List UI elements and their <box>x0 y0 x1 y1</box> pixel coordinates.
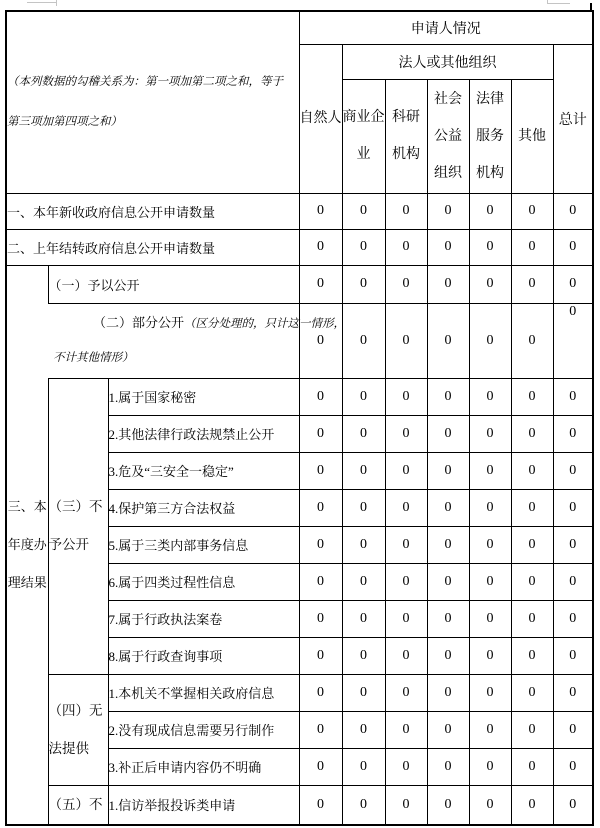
value-cell: 0 <box>553 303 593 378</box>
item-label: 3.补正后申请内容仍不明确 <box>108 748 299 785</box>
value-cell: 0 <box>427 452 469 489</box>
value-cell: 0 <box>469 785 511 825</box>
value-cell: 0 <box>469 748 511 785</box>
value-cell: 0 <box>385 674 427 711</box>
value-cell: 0 <box>427 193 469 229</box>
group-label-unable-to-provide: （四）无法提供 <box>48 674 108 785</box>
table-row <box>6 378 593 415</box>
value-cell: 0 <box>469 452 511 489</box>
value-cell: 0 <box>427 563 469 600</box>
value-cell: 0 <box>553 526 593 563</box>
table-row <box>6 674 593 711</box>
value-cell: 0 <box>299 303 342 378</box>
value-cell: 0 <box>469 600 511 637</box>
table-row <box>6 303 593 378</box>
value-cell: 0 <box>511 600 553 637</box>
group-label-denied: （三）不予公开 <box>48 378 108 674</box>
value-cell: 0 <box>299 489 342 526</box>
value-cell: 0 <box>511 303 553 378</box>
value-cell: 0 <box>553 674 593 711</box>
value-cell: 0 <box>385 229 427 265</box>
value-cell: 0 <box>511 229 553 265</box>
partial-note-line-2: 不计其他情形） <box>53 352 134 364</box>
value-cell: 0 <box>511 785 553 825</box>
value-cell: 0 <box>469 229 511 265</box>
value-cell: 0 <box>427 526 469 563</box>
value-cell: 0 <box>342 526 385 563</box>
row-label-partial-disclosure <box>48 303 346 378</box>
value-cell: 0 <box>427 785 469 825</box>
value-cell: 0 <box>299 748 342 785</box>
item-label: 5.属于三类内部事务信息 <box>108 526 299 563</box>
value-cell: 0 <box>299 378 342 415</box>
value-cell: 0 <box>469 193 511 229</box>
value-cell: 0 <box>553 378 593 415</box>
value-cell: 0 <box>342 229 385 265</box>
item-label: 4.保护第三方合法权益 <box>108 489 299 526</box>
value-cell: 0 <box>342 600 385 637</box>
note-line-1: （本列数据的勾稽关系为：第一项加第二项之和，等于 <box>7 76 283 89</box>
value-cell: 0 <box>469 674 511 711</box>
value-cell: 0 <box>427 303 469 378</box>
value-cell: 0 <box>427 711 469 748</box>
value-cell: 0 <box>553 748 593 785</box>
value-cell: 0 <box>553 415 593 452</box>
value-cell: 0 <box>385 193 427 229</box>
value-cell: 0 <box>299 600 342 637</box>
value-cell: 0 <box>511 265 553 303</box>
value-cell: 0 <box>469 526 511 563</box>
artifact-top-right-line <box>547 3 570 4</box>
header-applicant-title: 申请人情况 <box>299 11 593 44</box>
value-cell: 0 <box>553 637 593 674</box>
artifact-top-left-line <box>27 2 57 3</box>
value-cell: 0 <box>427 229 469 265</box>
value-cell: 0 <box>342 748 385 785</box>
item-label: 2.没有现成信息需要另行制作 <box>108 711 299 748</box>
item-label: 1.本机关不掌握相关政府信息 <box>108 674 299 711</box>
value-cell: 0 <box>385 265 427 303</box>
item-label: 6.属于四类过程性信息 <box>108 563 299 600</box>
value-cell: 0 <box>511 526 553 563</box>
value-cell: 0 <box>553 600 593 637</box>
value-cell: 0 <box>385 303 427 378</box>
table-row <box>6 11 593 44</box>
row-label-granted: （一）予以公开 <box>48 265 299 303</box>
value-cell: 0 <box>511 711 553 748</box>
value-cell: 0 <box>427 637 469 674</box>
value-cell: 0 <box>469 711 511 748</box>
value-cell: 0 <box>299 711 342 748</box>
value-cell: 0 <box>553 265 593 303</box>
value-cell: 0 <box>299 229 342 265</box>
value-cell: 0 <box>469 303 511 378</box>
value-cell: 0 <box>385 785 427 825</box>
value-cell: 0 <box>511 674 553 711</box>
value-cell: 0 <box>299 193 342 229</box>
value-cell: 0 <box>342 303 385 378</box>
item-label: 8.属于行政查询事项 <box>108 637 299 674</box>
value-cell: 0 <box>553 452 593 489</box>
value-cell: 0 <box>385 526 427 563</box>
header-natural-person: 自然人 <box>299 44 342 193</box>
value-cell: 0 <box>385 600 427 637</box>
section-label-annual-results: 三、本年度办理结果 <box>6 265 48 825</box>
value-cell: 0 <box>299 415 342 452</box>
value-cell: 0 <box>385 748 427 785</box>
table-row <box>6 193 593 229</box>
reconciliation-note-cell <box>6 11 299 193</box>
value-cell: 0 <box>469 415 511 452</box>
table-row <box>6 229 593 265</box>
value-cell: 0 <box>511 415 553 452</box>
value-cell: 0 <box>299 526 342 563</box>
table-row <box>6 785 593 825</box>
item-label: 1.属于国家秘密 <box>108 378 299 415</box>
value-cell: 0 <box>342 674 385 711</box>
value-cell: 0 <box>299 265 342 303</box>
header-org-group: 法人或其他组织 <box>342 44 553 79</box>
header-public-welfare-org: 社会公益组织 <box>427 79 469 193</box>
value-cell: 0 <box>553 785 593 825</box>
value-cell: 0 <box>553 711 593 748</box>
header-research-institution: 科研机构 <box>385 79 427 193</box>
value-cell: 0 <box>385 637 427 674</box>
row-label-carried-over: 二、上年结转政府信息公开申请数量 <box>6 229 299 265</box>
value-cell: 0 <box>342 193 385 229</box>
value-cell: 0 <box>469 378 511 415</box>
value-cell: 0 <box>427 415 469 452</box>
header-commercial-enterprise: 商业企业 <box>342 79 385 193</box>
value-cell: 0 <box>385 711 427 748</box>
value-cell: 0 <box>427 674 469 711</box>
value-cell: 0 <box>427 378 469 415</box>
value-cell: 0 <box>342 415 385 452</box>
value-cell: 0 <box>299 674 342 711</box>
item-label: 1.信访举报投诉类申请 <box>108 785 299 825</box>
value-cell: 0 <box>427 748 469 785</box>
value-cell: 0 <box>342 378 385 415</box>
value-cell: 0 <box>469 265 511 303</box>
value-cell: 0 <box>511 563 553 600</box>
value-cell: 0 <box>385 563 427 600</box>
value-cell: 0 <box>299 452 342 489</box>
value-cell: 0 <box>553 489 593 526</box>
value-cell: 0 <box>342 489 385 526</box>
value-cell: 0 <box>385 489 427 526</box>
header-other: 其他 <box>511 79 553 193</box>
value-cell: 0 <box>553 563 593 600</box>
value-cell: 0 <box>427 265 469 303</box>
value-cell: 0 <box>511 489 553 526</box>
header-legal-service-org: 法律服务机构 <box>469 79 511 193</box>
row-label-new-requests: 一、本年新收政府信息公开申请数量 <box>6 193 299 229</box>
value-cell: 0 <box>385 378 427 415</box>
value-cell: 0 <box>299 785 342 825</box>
value-cell: 0 <box>511 637 553 674</box>
value-cell: 0 <box>342 563 385 600</box>
value-cell: 0 <box>385 452 427 489</box>
value-cell: 0 <box>385 415 427 452</box>
group-label-not-processed: （五）不 <box>48 785 108 825</box>
value-cell: 0 <box>299 637 342 674</box>
note-line-2: 第三项加第四项之和） <box>7 116 122 129</box>
value-cell: 0 <box>299 563 342 600</box>
value-cell: 0 <box>342 711 385 748</box>
table-row <box>6 265 593 303</box>
value-cell: 0 <box>511 378 553 415</box>
value-cell: 0 <box>553 229 593 265</box>
disclosure-statistics-table <box>5 10 594 826</box>
artifact-top-left-stub <box>56 0 57 6</box>
value-cell: 0 <box>342 637 385 674</box>
partial-note-line-1: （区分处理的，只计这一情形， <box>184 318 346 330</box>
value-cell: 0 <box>511 452 553 489</box>
value-cell: 0 <box>427 489 469 526</box>
item-label: 2.其他法律行政法规禁止公开 <box>108 415 299 452</box>
item-label: 3.危及“三安全一稳定” <box>108 452 299 489</box>
value-cell: 0 <box>342 785 385 825</box>
partial-label-main: （二）部分公开 <box>93 315 185 330</box>
value-cell: 0 <box>469 563 511 600</box>
item-label: 7.属于行政执法案卷 <box>108 600 299 637</box>
value-cell: 0 <box>469 489 511 526</box>
value-cell: 0 <box>511 193 553 229</box>
value-cell: 0 <box>469 637 511 674</box>
value-cell: 0 <box>553 193 593 229</box>
value-cell: 0 <box>427 600 469 637</box>
value-cell: 0 <box>342 452 385 489</box>
value-cell: 0 <box>511 748 553 785</box>
header-total: 总计 <box>553 44 593 193</box>
value-cell: 0 <box>342 265 385 303</box>
